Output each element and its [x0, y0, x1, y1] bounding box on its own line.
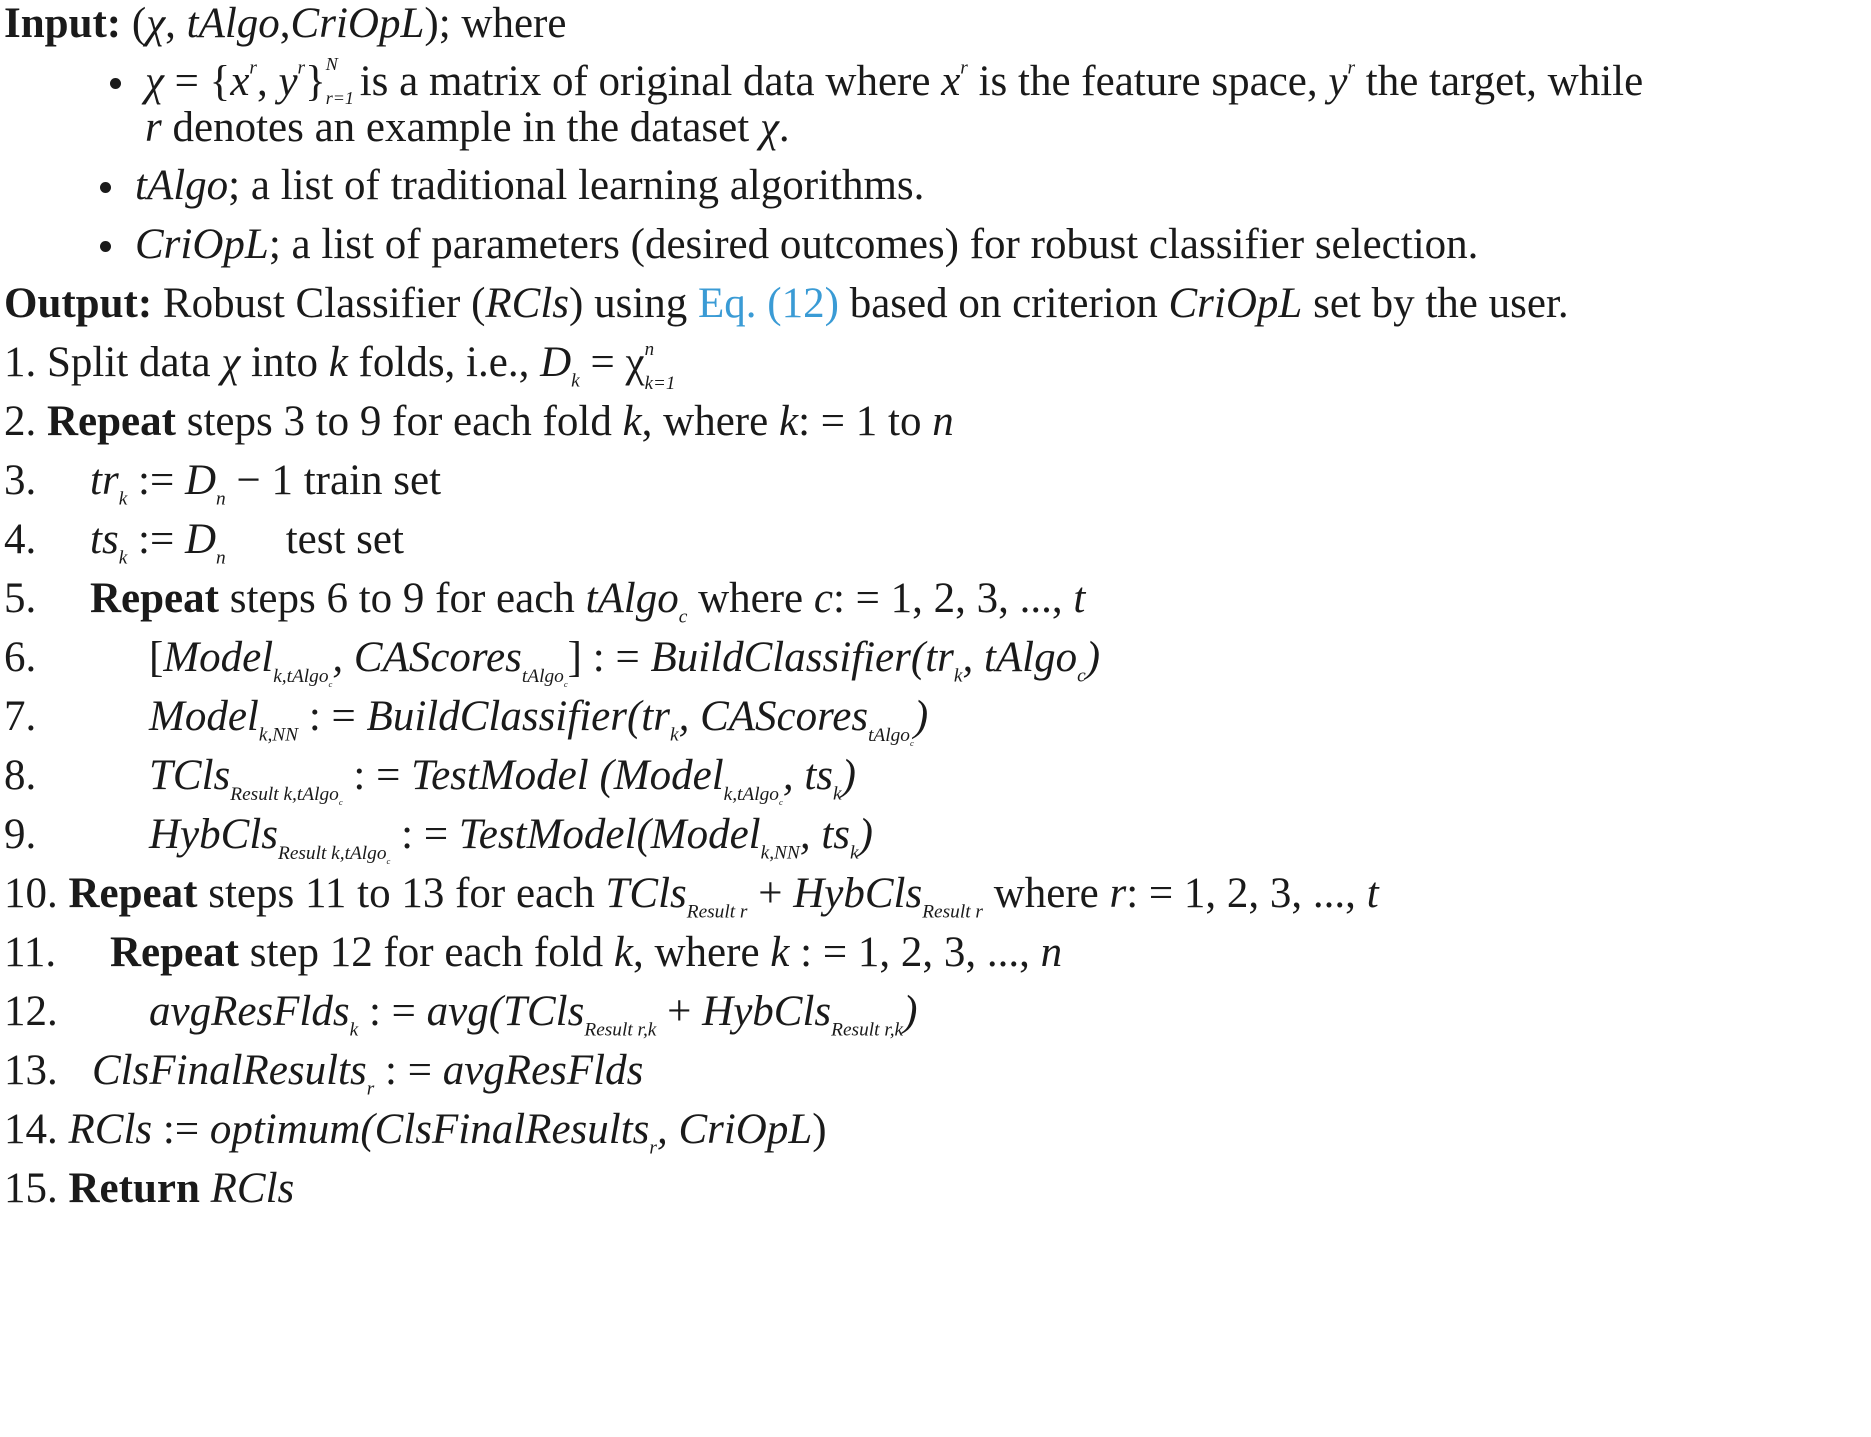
y-var: y [278, 58, 298, 105]
args: ) [903, 988, 918, 1035]
bullet-3 [100, 223, 1478, 266]
sub: Result r [686, 901, 748, 923]
model-var: Model [149, 693, 259, 740]
args: , ts [782, 752, 834, 799]
r-var: r [1109, 870, 1127, 917]
input-label: Input: [4, 0, 122, 47]
args: (Model [588, 752, 724, 799]
repeat-keyword: Repeat [90, 575, 219, 622]
step-number: 9. [4, 811, 37, 858]
sub: k [349, 1019, 359, 1041]
bullet-text: the target, while [1355, 58, 1644, 105]
bullet-text: is a matrix of original data where [359, 58, 942, 105]
talgo-var: tAlgo [186, 0, 280, 47]
args: ) [841, 752, 856, 799]
sep: , [165, 0, 187, 47]
return-keyword: Return [68, 1165, 200, 1212]
hybcls-var: HybCls [702, 988, 832, 1035]
where-text: ); where [424, 0, 567, 47]
args: , ts [799, 811, 851, 858]
sub: Result k,tAlgo [230, 783, 339, 805]
sub: tAlgo [868, 724, 910, 746]
test-fn: TestModel [411, 752, 589, 799]
args: (tr [910, 634, 954, 681]
build-fn: BuildClassifier [650, 634, 911, 681]
x-var: x [941, 58, 961, 105]
sub: k,tAlgo [273, 665, 329, 687]
step-number: 11. [4, 929, 57, 976]
assign: ] : = [567, 634, 651, 681]
step-text: : = 1, 2, 3, ..., [1126, 870, 1367, 917]
bullet-1-cont [145, 106, 790, 149]
y-var: y [1328, 58, 1348, 105]
sub: c [563, 678, 568, 689]
chi-symbol: χ [146, 0, 166, 47]
args: ) [913, 693, 929, 740]
avgresflds-var: avgResFlds [149, 988, 350, 1035]
sub: r [649, 1137, 657, 1159]
k-var: k [778, 398, 799, 445]
bullet-text: ; a list of parameters (desired outcomes) for robust classifier selection. [268, 221, 1479, 268]
step-11 [4, 929, 1063, 976]
sub-r1: r=1 [325, 88, 354, 108]
step-9 [4, 811, 873, 866]
sub: k [850, 842, 859, 864]
sup: r [960, 57, 968, 79]
step-text: , where [641, 398, 779, 445]
sub: Result r [922, 901, 983, 923]
step-number: 8. [4, 752, 37, 799]
assign: : = [298, 693, 367, 740]
criopl-var: CriOpL [135, 221, 269, 268]
bullet-icon [100, 241, 111, 252]
plus: + [747, 870, 794, 917]
step-text: test set [285, 516, 404, 563]
sub-k1: k=1 [644, 373, 676, 394]
bullet-text: denotes an example in the dataset [161, 104, 760, 151]
t-var: t [1366, 870, 1379, 917]
step-text: : = 1, 2, 3, ..., [832, 575, 1074, 622]
args: ) [812, 1106, 827, 1153]
sub: k [118, 488, 128, 510]
sub: c [778, 796, 783, 807]
hybcls-var: HybCls [793, 870, 923, 917]
bullet-icon [100, 182, 111, 193]
repeat-keyword: Repeat [68, 870, 198, 917]
assign: := [127, 516, 185, 563]
sub: k,NN [760, 842, 800, 864]
step-number: 6. [4, 634, 37, 681]
period: . [778, 104, 790, 151]
ts-var: ts [90, 516, 119, 563]
step-number: 4. [4, 516, 37, 563]
step-8 [4, 752, 856, 807]
input-line [4, 2, 566, 45]
x-var: x [230, 58, 250, 105]
plus: + [656, 988, 703, 1035]
bracket: [ [149, 634, 164, 681]
criopl-var: CriOpL [290, 0, 425, 47]
rcls-var: RCls [485, 280, 570, 327]
sub: c [338, 796, 343, 807]
step-text: : = 1 to [798, 398, 933, 445]
k-var: k [613, 929, 633, 976]
sub: r [366, 1078, 375, 1100]
step-text: : = 1, 2, 3, ..., [789, 929, 1041, 976]
step-text: where [982, 870, 1110, 917]
step-2 [4, 400, 954, 443]
tcls-var: TCls [149, 752, 231, 799]
output-line [4, 282, 1569, 325]
tcls-var: TCls [605, 870, 687, 917]
bullet-1 [110, 54, 1644, 108]
step-13 [4, 1047, 644, 1100]
step-number: 2. [4, 398, 37, 445]
step-text: steps 3 to 9 for each fold [175, 398, 623, 445]
sub: k [118, 547, 128, 569]
equation-link[interactable]: Eq. (12) [698, 280, 839, 327]
step-15 [4, 1167, 294, 1210]
sep: , [279, 0, 291, 47]
sup: r [297, 57, 306, 79]
step-5 [4, 575, 1086, 628]
talgo-var: tAlgo [585, 575, 679, 622]
eq: = χ [579, 339, 645, 386]
step-1 [4, 339, 685, 394]
criopl-var: CriOpL [1168, 280, 1303, 327]
rcls-var: RCls [68, 1106, 153, 1153]
assign: := [152, 1106, 210, 1153]
k-var: k [328, 339, 348, 386]
step-text: folds, i.e., [347, 339, 541, 386]
step-10 [4, 870, 1379, 923]
t-var: t [1073, 575, 1086, 622]
n-var: n [932, 398, 954, 445]
assign: : = [342, 752, 412, 799]
step-number: 15. [4, 1165, 58, 1212]
comma: , [332, 634, 354, 681]
step-text: Split data [47, 339, 222, 386]
sub: Result k,tAlgo [278, 842, 387, 864]
k-var: k [770, 929, 790, 976]
sub: n [216, 547, 226, 569]
chi-symbol: χ [145, 58, 164, 105]
sup: r [1347, 57, 1355, 79]
sub: n [216, 488, 226, 510]
model-var: Model [163, 634, 274, 681]
sub: Result r,k [584, 1019, 657, 1041]
avg-fn: avg [426, 988, 489, 1035]
sub: k [571, 370, 580, 392]
step-4 [4, 516, 404, 569]
sub: k [669, 724, 679, 746]
k-var: k [622, 398, 642, 445]
comma: , [256, 58, 279, 105]
sub: k [953, 665, 963, 687]
step-3 [4, 457, 442, 510]
build-fn: BuildClassifier [366, 693, 627, 740]
step-text: − 1 train set [225, 457, 442, 504]
step-text: step 12 for each fold [238, 929, 614, 976]
repeat-keyword: Repeat [110, 929, 239, 976]
sub: c [328, 678, 333, 689]
output-label: Output: [4, 280, 153, 327]
assign: : = [390, 811, 459, 858]
step-number: 3. [4, 457, 37, 504]
step-text: into [240, 339, 329, 386]
sub: c [386, 855, 391, 866]
sub: k [833, 783, 842, 805]
step-number: 10. [4, 870, 58, 917]
sub: c [678, 606, 688, 628]
assign: : = [374, 1047, 443, 1094]
clsfinalresults-var: ClsFinalResults [92, 1047, 367, 1094]
sub: tAlgo [521, 665, 564, 687]
step-number: 1. [4, 339, 37, 386]
step-12 [4, 988, 918, 1041]
d-var: D [184, 516, 217, 563]
sub: Result r,k [831, 1019, 904, 1041]
chi-symbol: χ [759, 104, 779, 151]
args: , tAlgo [962, 634, 1078, 681]
chi-symbol: χ [221, 339, 241, 386]
step-14 [4, 1106, 827, 1159]
output-text: set by the user. [1302, 280, 1569, 327]
d-var: D [540, 339, 572, 386]
output-text: ) using [569, 280, 699, 327]
sup-n: n [644, 339, 655, 360]
rcls-var: RCls [210, 1165, 295, 1212]
args: (tr [626, 693, 670, 740]
bullet-icon [110, 78, 121, 89]
d-var: D [184, 457, 217, 504]
tr-var: tr [90, 457, 119, 504]
optimum-fn: optimum [209, 1106, 361, 1153]
step-number: 12. [4, 988, 58, 1035]
step-text: steps 11 to 13 for each [197, 870, 606, 917]
step-number: 13. [4, 1047, 58, 1094]
step-text: steps 6 to 9 for each [218, 575, 586, 622]
sub: k,tAlgo [723, 783, 779, 805]
args: , CAScores [678, 693, 869, 740]
args: (Model [636, 811, 761, 858]
repeat-keyword: Repeat [47, 398, 176, 445]
sup: r [249, 57, 257, 79]
cascores-var: CAScores [353, 634, 522, 681]
output-text: Robust Classifier ( [152, 280, 486, 327]
step-number: 14. [4, 1106, 58, 1153]
step-7 [4, 693, 929, 748]
step-number: 7. [4, 693, 37, 740]
sub: k,NN [258, 724, 299, 746]
hybcls-var: HybCls [149, 811, 278, 858]
c-var: c [813, 575, 833, 622]
eq: = { [163, 58, 231, 105]
step-6 [4, 634, 1101, 689]
sub: c [909, 737, 914, 748]
assign: := [127, 457, 185, 504]
bullet-text: ; a list of traditional learning algorithms. [228, 162, 925, 209]
avgresflds-var: avgResFlds [442, 1047, 644, 1094]
args: ) [858, 811, 873, 858]
step-text: , where [633, 929, 771, 976]
step-text: where [687, 575, 814, 622]
test-fn: TestModel [458, 811, 637, 858]
bullet-text: is the feature space, [967, 58, 1329, 105]
args: (ClsFinalResults [360, 1106, 650, 1153]
bullet-2 [100, 164, 924, 207]
talgo-var: tAlgo [135, 162, 229, 209]
args: ) [1085, 634, 1101, 681]
paren: ( [131, 0, 147, 47]
args: , CriOpL [656, 1106, 813, 1153]
r-var: r [145, 104, 162, 151]
output-text: based on criterion [838, 280, 1169, 327]
args: (TCls [488, 988, 585, 1035]
step-number: 5. [4, 575, 37, 622]
sup-N: N [325, 54, 338, 74]
assign: : = [358, 988, 427, 1035]
sub: c [1077, 665, 1086, 687]
brace: } [305, 58, 326, 105]
n-var: n [1040, 929, 1063, 976]
